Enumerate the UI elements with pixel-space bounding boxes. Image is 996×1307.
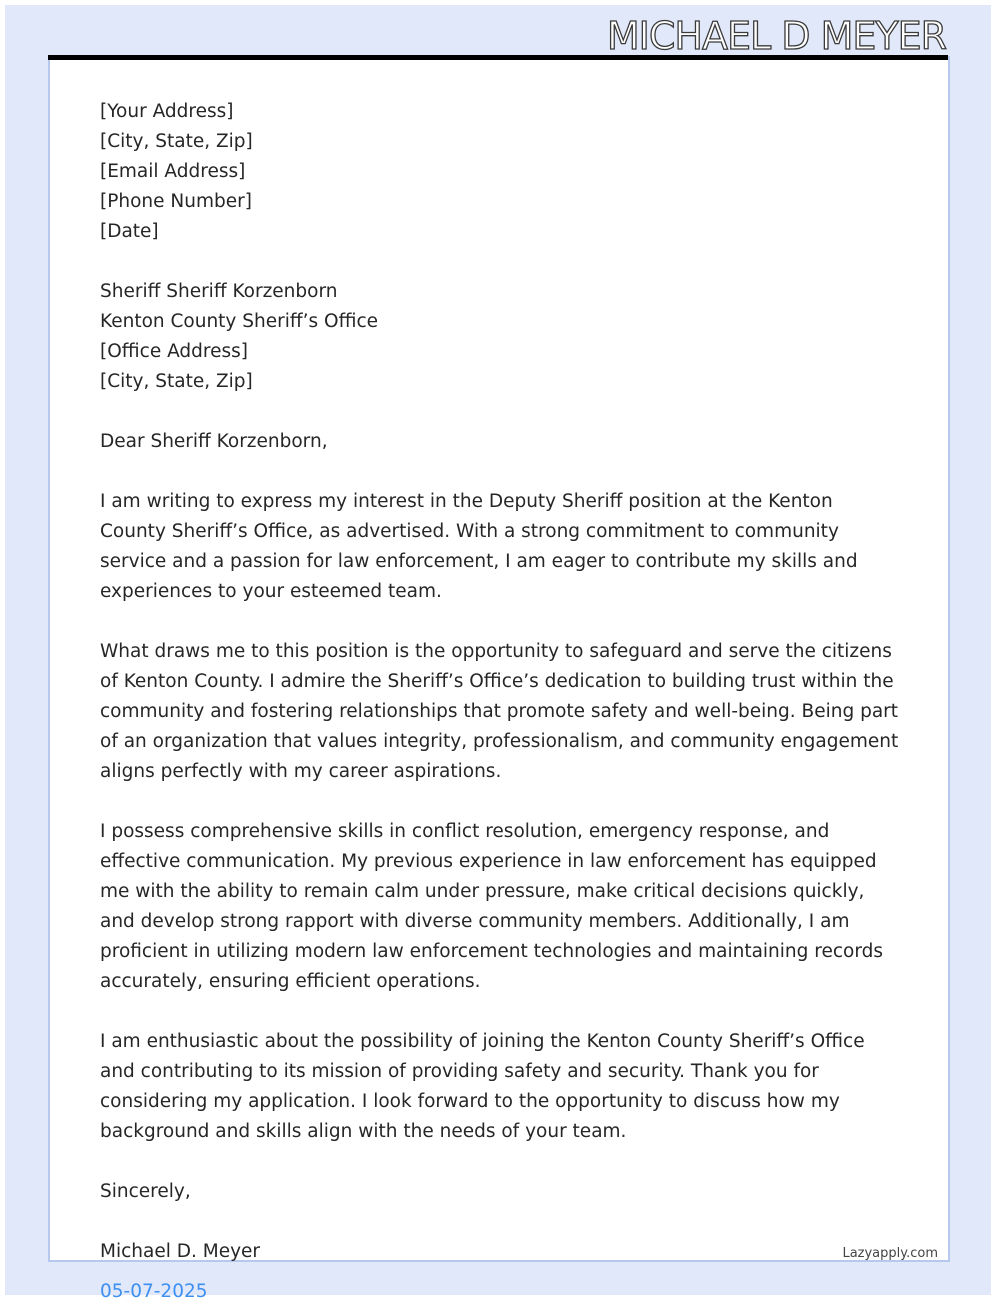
- applicant-name-heading: MICHAEL D MEYER: [606, 14, 946, 58]
- footer-date: 05-07-2025: [100, 1281, 208, 1302]
- recipient-city-state-zip: [City, State, Zip]: [100, 371, 253, 392]
- recipient-name: Sheriff Sheriff Korzenborn: [100, 281, 338, 302]
- body-paragraph-1: I am writing to express my interest in the Deputy Sheriff position at the Kenton County Sheriff’s Office, as advertised. With a strong commitment to community service and a passion for law enforcement, I am eager to contribute my skills and experiences to your esteemed team.: [100, 491, 858, 602]
- recipient-block: [100, 277, 900, 397]
- body-paragraph-4: I am enthusiastic about the possibility of joining the Kenton County Sheriff’s Office and contributing to its mission of providing safety and security. Thank you for considering my application. I look forward to the opportunity to discuss how my background and skills align with the needs of your team.: [100, 1031, 865, 1142]
- watermark-link[interactable]: Lazyapply.com: [842, 1246, 938, 1261]
- sender-date: [Date]: [100, 221, 159, 242]
- body-paragraph-3: I possess comprehensive skills in conflict resolution, emergency response, and effective communication. My previous experience in law enforcement has equipped me with the ability to remain calm under pressure, make critical decisions quickly, and develop strong rapport with diverse community members. Additionally, I am proficient in utilizing modern law enforcement technologies and maintaining records accurately, ensuring efficient operations.: [100, 821, 884, 992]
- signature-name: Michael D. Meyer: [100, 1241, 261, 1262]
- salutation: Dear Sheriff Korzenborn,: [100, 431, 328, 452]
- sender-block: [100, 97, 900, 247]
- sender-email: [Email Address]: [100, 161, 246, 182]
- closing: Sincerely,: [100, 1181, 191, 1202]
- sender-address: [Your Address]: [100, 101, 234, 122]
- sender-city-state-zip: [City, State, Zip]: [100, 131, 253, 152]
- recipient-organization: Kenton County Sheriff’s Office: [100, 311, 379, 332]
- sender-phone: [Phone Number]: [100, 191, 252, 212]
- recipient-address: [Office Address]: [100, 341, 248, 362]
- body-paragraph-2: What draws me to this position is the opportunity to safeguard and serve the citizens of Kenton County. I admire the Sheriff’s Office’s dedication to building trust within the community and fostering relationships that promote safety and well-being. Being part of an organization that values integrity, professionalism, and community engagement aligns perfectly with my career aspirations.: [100, 641, 899, 782]
- cover-letter-body: [100, 97, 900, 1297]
